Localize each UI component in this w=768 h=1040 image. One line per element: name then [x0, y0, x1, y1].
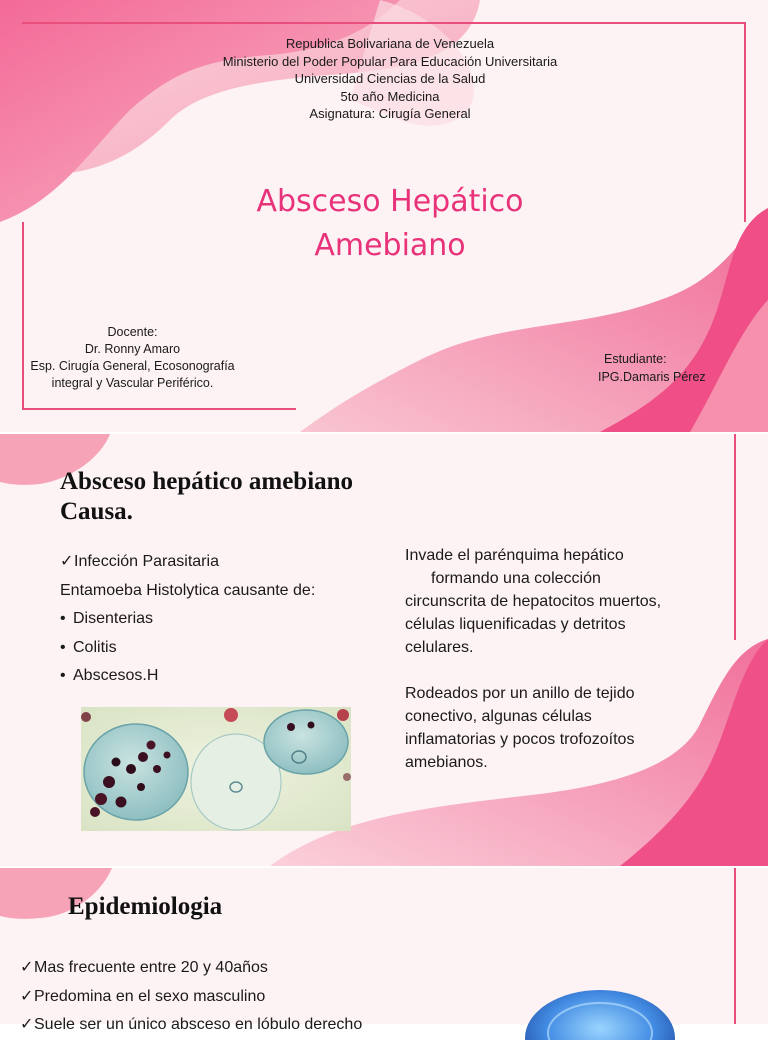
slide-epidemiologia — [0, 868, 768, 1033]
check-icon: ✓ — [20, 987, 34, 1005]
institution-header — [150, 35, 630, 123]
bullet-icon: • — [60, 667, 66, 684]
heading-line: Absceso hepático amebiano — [60, 468, 354, 495]
paragraph-line: Rodeados por un anillo de tejido — [405, 685, 635, 702]
frame-right — [734, 434, 736, 640]
paragraph-line: formando una colección — [431, 570, 601, 587]
bullet-text: Colitis — [73, 638, 117, 656]
bullet-text: Disenterias — [73, 610, 154, 627]
frame-bottom — [22, 408, 296, 410]
list-item — [20, 983, 420, 1012]
check-icon: ✓ — [60, 553, 74, 570]
item-text: Predomina en el sexo masculino — [34, 987, 266, 1005]
slide-causa — [0, 434, 768, 866]
bullet-icon: • — [60, 610, 66, 627]
slide-heading: Epidemiologia — [68, 893, 223, 920]
list-item — [60, 634, 380, 663]
description-text — [405, 544, 725, 797]
docente-line: Dr. Ronny Amaro — [84, 342, 181, 356]
item-text: Suele ser un único absceso en lóbulo derecho — [34, 1016, 363, 1033]
paragraph-line: celulares. — [405, 639, 474, 656]
check-icon: ✓ — [20, 959, 34, 976]
header-line: Universidad Ciencias de la Salud — [294, 71, 486, 86]
student-label: Estudiante: — [604, 352, 667, 366]
student-info — [598, 350, 706, 386]
docente-line: integral y Vascular Periférico. — [51, 376, 214, 390]
item-text: Mas frecuente entre 20 y 40años — [34, 959, 268, 976]
list-item — [60, 662, 380, 691]
epidemiology-list — [20, 954, 420, 1040]
header-line: Republica Bolivariana de Venezuela — [285, 36, 495, 51]
slide-title — [0, 0, 768, 432]
docente-line: Esp. Cirugía General, Ecosonografía — [30, 359, 235, 373]
cause-intro: Entamoeba Histolytica causante de: — [60, 581, 316, 599]
list-item — [60, 605, 380, 634]
paragraph-line: Invade el parénquima hepático — [405, 547, 624, 564]
title-line: Absceso Hepático — [256, 184, 524, 219]
paragraph-line: inflamatorias y pocos trofozoítos — [405, 731, 635, 748]
bullet-icon: • — [60, 638, 66, 656]
paragraph-line: células liquenificadas y detritos — [405, 616, 626, 633]
amoeba-micrograph — [81, 707, 351, 831]
title-line: Amebiano — [314, 228, 466, 263]
list-item — [20, 1011, 420, 1040]
list-item — [20, 954, 420, 983]
paragraph-ring — [405, 682, 725, 774]
cause-item — [60, 548, 380, 577]
docente-info — [20, 324, 245, 392]
frame-right — [744, 22, 746, 222]
paragraph-line: amebianos. — [405, 754, 488, 771]
heading-line: Causa. — [60, 498, 133, 525]
paragraph-invasion — [405, 544, 725, 659]
header-line: 5to año Medicina — [340, 88, 440, 104]
slide-heading — [60, 467, 420, 527]
disease-bullets — [60, 605, 380, 691]
bullet-text: Abscesos.H — [73, 667, 159, 684]
cause-list — [60, 548, 380, 691]
paragraph-line: conectivo, algunas células — [405, 708, 592, 725]
paragraph-line: circunscrita de hepatocitos muertos, — [405, 593, 662, 610]
microscopy-image — [81, 707, 351, 831]
cause-text: Infección Parasitaria — [74, 553, 219, 570]
header-line: Asignatura: Cirugía General — [309, 106, 471, 121]
header-line: Ministerio del Poder Popular Para Educación Universitaria — [222, 53, 558, 69]
check-icon: ✓ — [20, 1016, 34, 1033]
student-name: IPG.Damaris Pérez — [598, 370, 706, 384]
frame-right — [734, 868, 736, 1024]
presentation-title — [150, 180, 630, 268]
docente-line: Docente: — [107, 325, 158, 339]
